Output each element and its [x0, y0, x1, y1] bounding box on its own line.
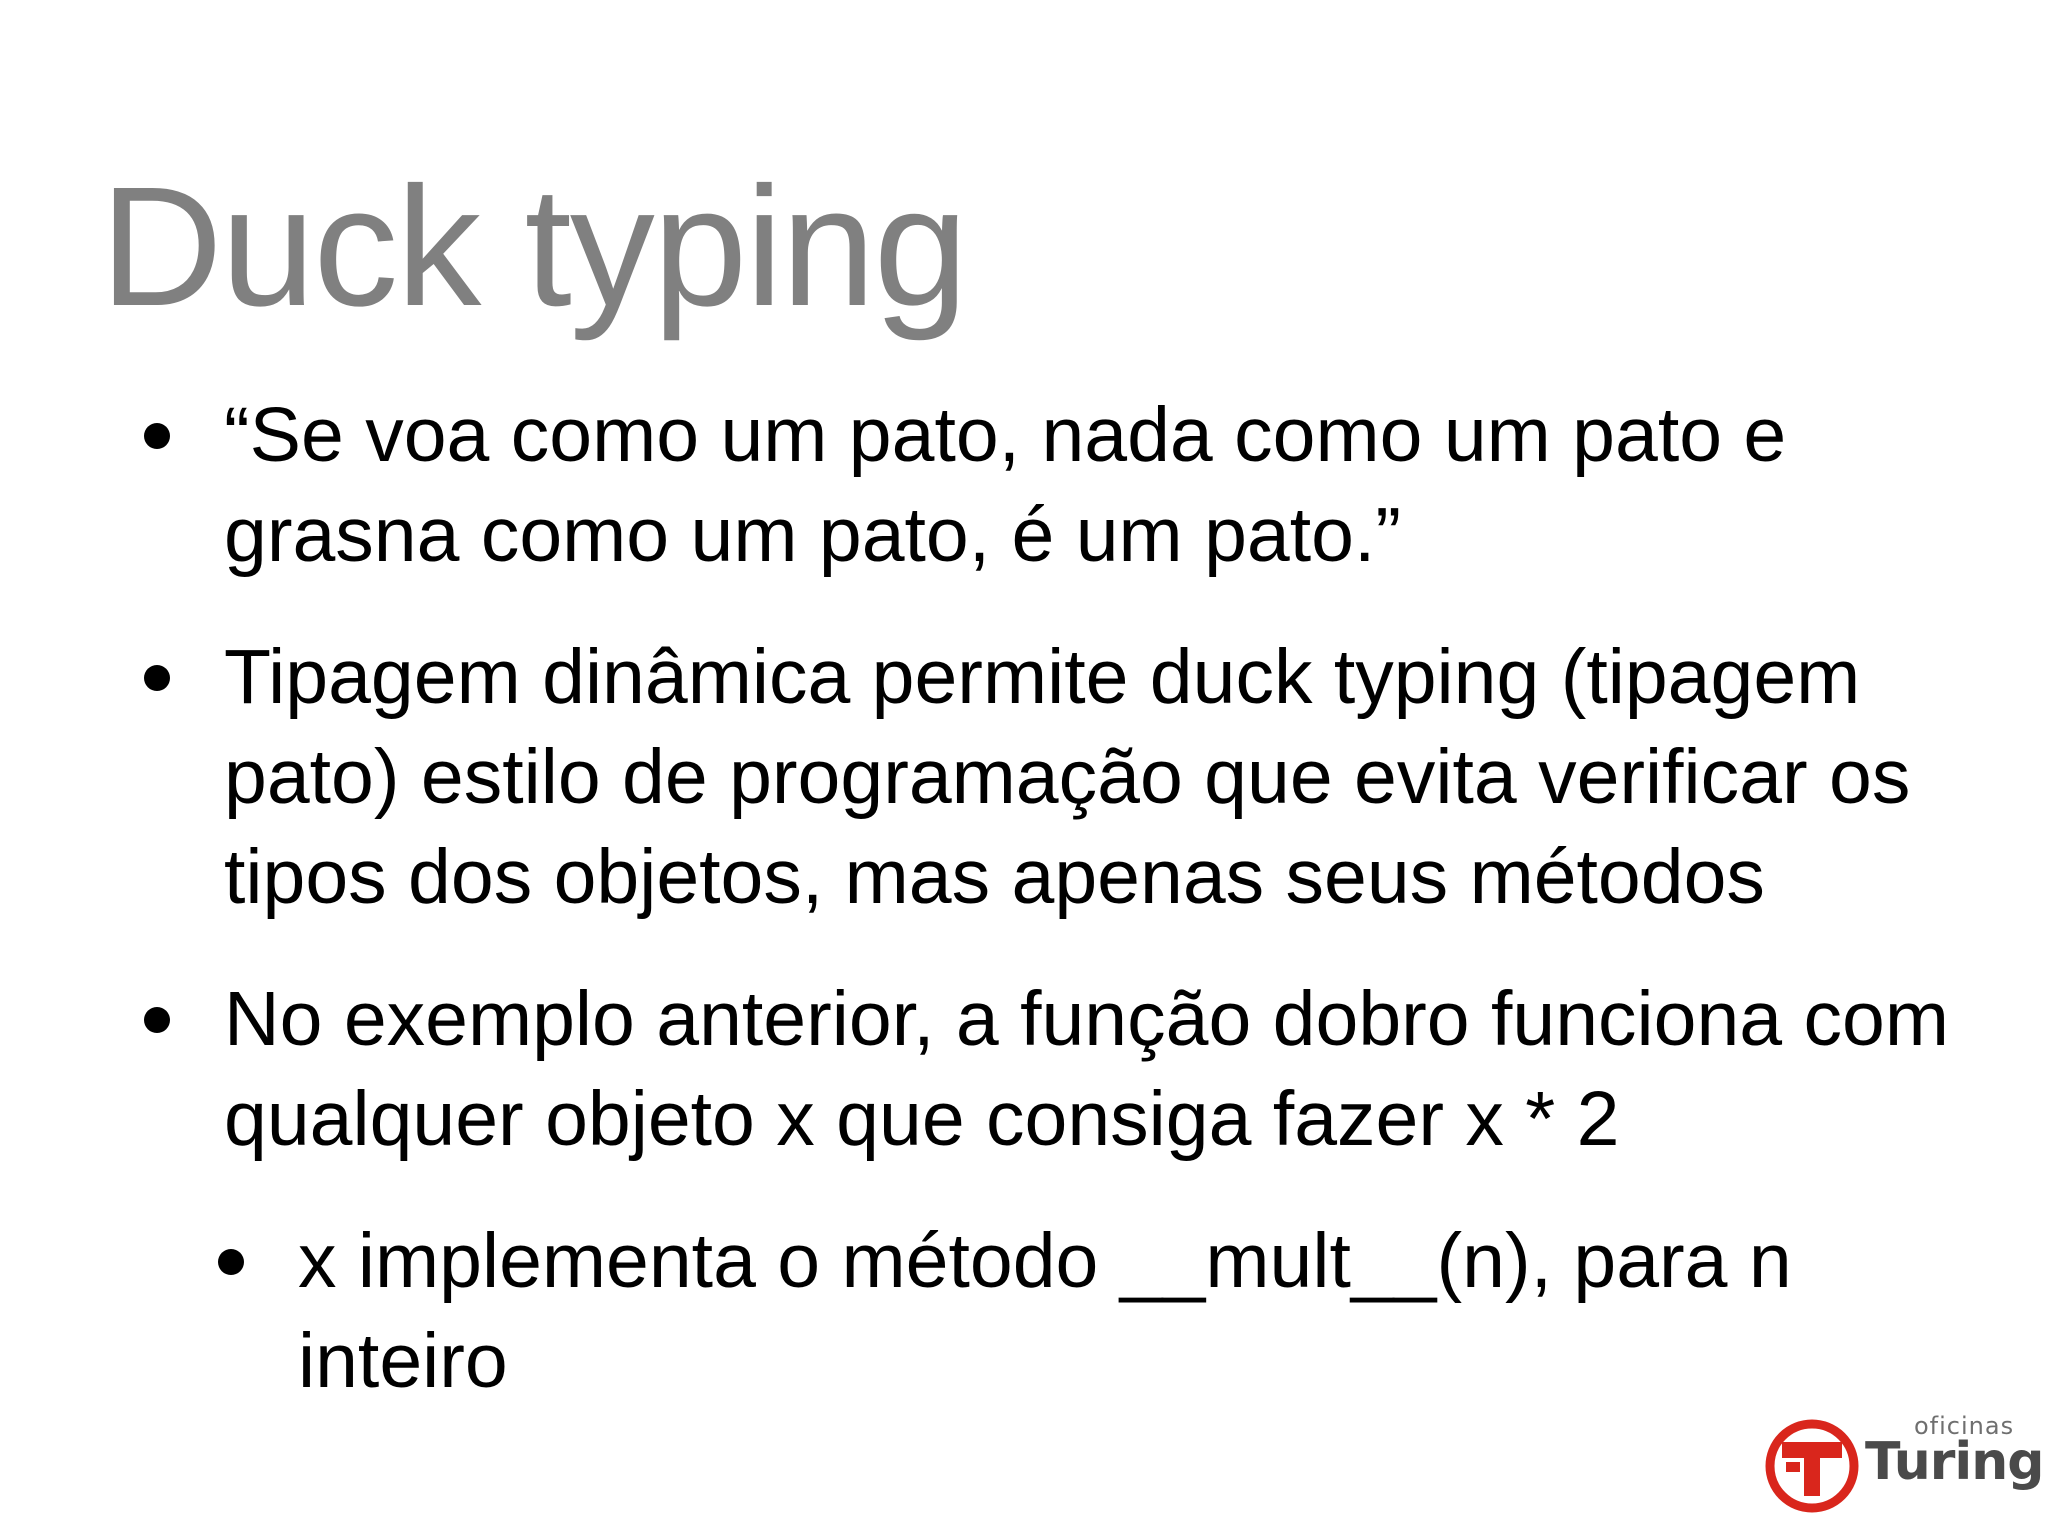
slide-title: Duck typing [100, 152, 967, 342]
bullet-dot-icon [144, 1007, 170, 1033]
bullet-list [140, 385, 2000, 1453]
bullet-item-quote [140, 385, 2000, 585]
bullet-text: No exemplo anterior, a função dobro funciona com qualquer objeto x que consiga fazer x * 2 [224, 976, 1949, 1162]
bullet-item-example [140, 969, 2000, 1169]
sub-bullet-item-mult [214, 1211, 2000, 1411]
logo-big-text: Turing [1865, 1432, 2044, 1492]
bullet-item-dynamic-typing [140, 627, 2000, 927]
logo-small-text: oficinas [1914, 1412, 2015, 1440]
bullet-dot-icon [144, 665, 170, 691]
sub-bullet-text: x implementa o método __mult__(n), para n inteiro [298, 1218, 1792, 1404]
bullet-text: “Se voa como um pato, nada como um pato e grasna como um pato, é um pato.” [224, 392, 1787, 578]
bullet-dot-icon [144, 423, 170, 449]
bullet-dot-icon [218, 1249, 244, 1275]
turing-t-circle-icon [1762, 1416, 1862, 1516]
oficinas-turing-logo [1762, 1412, 2044, 1522]
bullet-text: Tipagem dinâmica permite duck typing (tipagem pato) estilo de programação que evita verificar os tipos dos objetos, mas apenas seus métodos [224, 634, 1911, 920]
